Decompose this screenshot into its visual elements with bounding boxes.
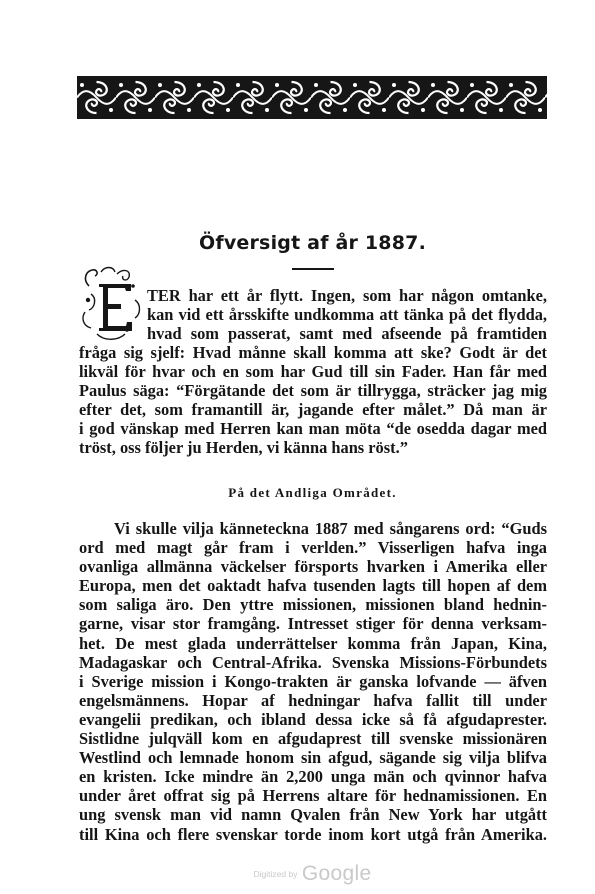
page-title: Öfversigt af år 1887. xyxy=(199,232,426,254)
text-line: en kristen. Icke mindre än 2,200 unga män och qvinnor hafva xyxy=(79,767,547,787)
body-paragraph xyxy=(79,519,547,844)
text-line: garne, visar stor framgång. Intresset stiger för denna verksam- xyxy=(79,614,547,634)
text-line: het. De mest glada underrättelser komma från Japan, Kina, xyxy=(79,633,547,653)
text-line: engelsmännens. Hopar af hedningar hafva fallit till under xyxy=(79,690,547,710)
intro-paragraph xyxy=(79,343,547,458)
text-line: Westlind och lemnade honom sin afgud, sägande sig vilja blifva xyxy=(79,748,547,768)
watermark-logo-text: Google xyxy=(301,862,372,885)
text-line: TER har ett år flytt. Ingen, som har någon omtanke, xyxy=(147,286,547,305)
text-line: efter det, som framantill är, jagande efter målet.” Då man är xyxy=(79,400,547,420)
digitized-watermark xyxy=(0,862,595,886)
intro-lead-lines xyxy=(147,286,547,343)
text-line: i god vänskap med Herren kan man möta “de osedda dagar med xyxy=(79,419,547,439)
text-line: ord med magt går fram i verlden.” Visserligen hafva inga xyxy=(79,538,547,558)
text-line: ovanliga allmänna väckelser försports hvarken i Amerika eller xyxy=(79,557,547,577)
text-line: Vi skulle vilja känneteckna 1887 med sångarens ord: “Guds xyxy=(114,519,547,538)
text-line: under året offrat sig på Herrens altare för hednamissionen. En xyxy=(79,786,547,806)
section-heading-name: Andliga Området xyxy=(274,485,393,500)
text-line: Madagaskar och Central-Afrika. Svenska Missions-Förbundets xyxy=(79,652,547,672)
text-line: kan vid ett årsskifte undkomma att tänka på det flydda, xyxy=(147,305,547,325)
watermark-small-text: Digitized by xyxy=(253,869,298,879)
text-line: hvad som passerat, samt med afseende på framtiden xyxy=(147,324,547,344)
text-line: tröst, oss följer ju Herden, vi känna hans röst.” xyxy=(79,438,408,458)
ornament-band xyxy=(77,76,547,119)
text-line: Sistlidne julqväll kom en afgudaprest till svenske missionären xyxy=(79,729,547,749)
text-line: likväl för hvar och en som har Gud till sin Fader. Han får med xyxy=(79,362,547,382)
text-line: evangelii predikan, och ibland dessa icke så få afgudaprester. xyxy=(79,709,547,729)
section-heading-suffix: . xyxy=(392,485,397,500)
text-line: i Sverige mission i Kongo-trakten är ganska lofvande — äfven xyxy=(79,671,547,691)
section-heading xyxy=(0,485,595,501)
text-line: Europa, men det oaktadt hafva tusenden lagts till hopen af dem xyxy=(79,576,547,596)
section-heading-prefix: På det xyxy=(228,485,275,500)
title-divider xyxy=(292,268,334,270)
text-line: Paulus säga: “Förgätande det som är tillrygga, sträcker jag mig xyxy=(79,381,547,401)
text-line: ung svensk man vid namn Qvalen från New York har utgått xyxy=(79,805,547,825)
text-line: fråga sig sjelf: Hvad månne skall komma att ske? Godt är det xyxy=(79,343,547,362)
scroll-ornament-band-icon xyxy=(77,79,547,116)
text-line: till Kina och flere svenskar torde inom kort utgå från Amerika. xyxy=(79,824,547,844)
text-line: som saliga äro. Den yttre missionen, missionen bland hednin- xyxy=(79,595,547,615)
decorated-initial-e-icon xyxy=(79,264,147,344)
